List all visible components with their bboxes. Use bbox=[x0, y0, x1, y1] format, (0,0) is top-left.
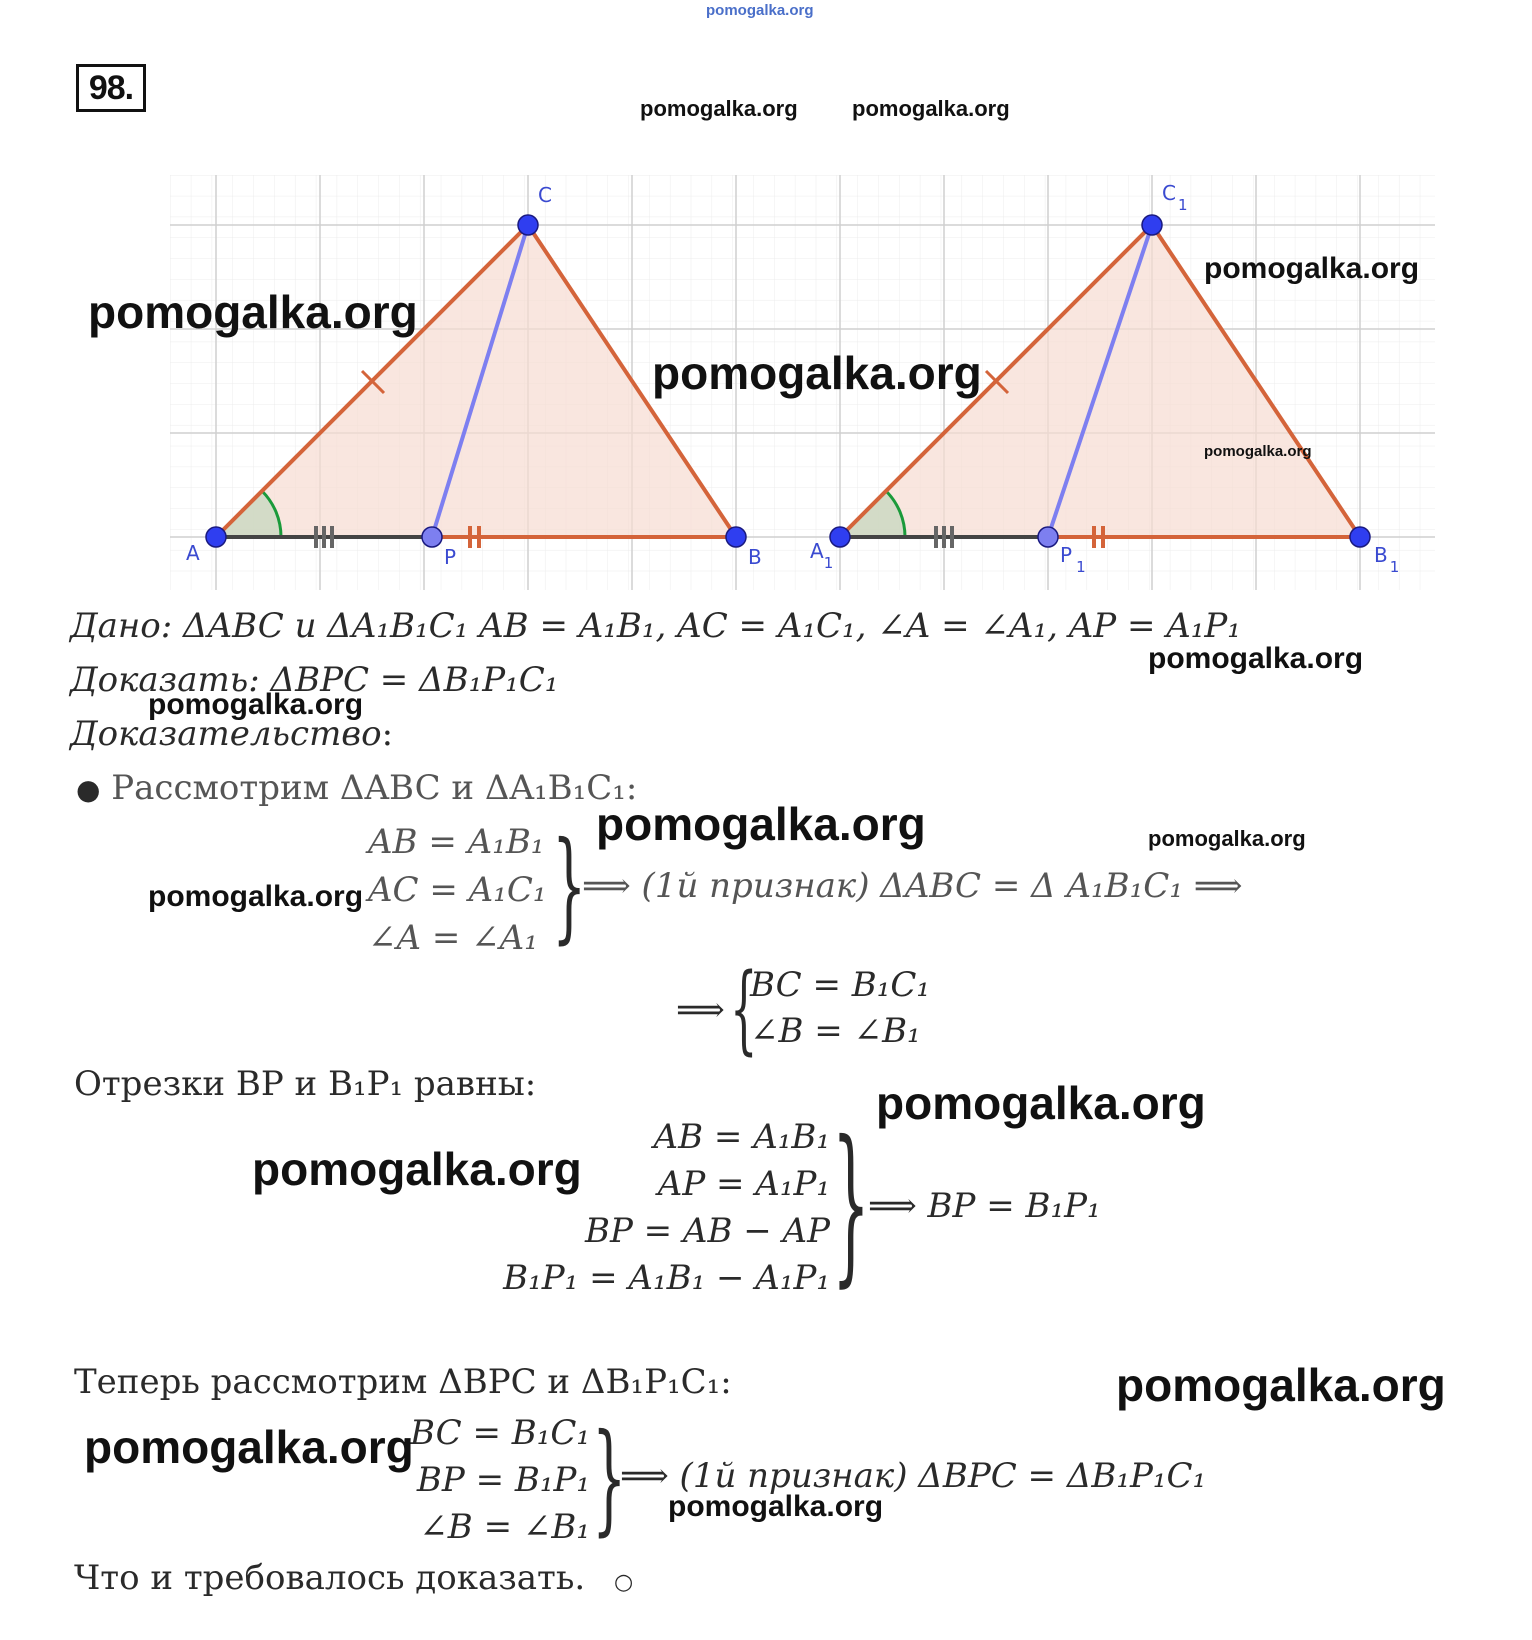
step2-brace: } bbox=[832, 1105, 870, 1303]
label-a1: $A_1$ bbox=[810, 539, 834, 572]
vertex-p bbox=[422, 527, 442, 547]
step3-line-1: BC = B₁C₁ bbox=[410, 1413, 590, 1453]
vertex-c bbox=[518, 215, 538, 235]
proof-colon: : bbox=[381, 714, 394, 754]
watermark: pomogalka.org bbox=[1148, 642, 1364, 675]
step1-result: ⟹ (1й признак) ΔABC = Δ A₁B₁C₁ ⟹ bbox=[582, 866, 1243, 906]
step2-line-4: B₁P₁ = A₁B₁ − A₁P₁ bbox=[503, 1258, 830, 1298]
label-p1: P $_1$ bbox=[1060, 543, 1086, 576]
label-a: A bbox=[186, 541, 200, 565]
problem-number: 98. bbox=[76, 64, 146, 112]
step1-consequences bbox=[750, 962, 930, 1054]
watermark: pomogalka.org bbox=[252, 1143, 582, 1195]
watermark: pomogalka.org bbox=[652, 347, 982, 399]
step2-line-2: AP = A₁P₁ bbox=[657, 1164, 830, 1204]
proof-label: Доказательство bbox=[70, 714, 382, 754]
step2-line-3: BP = AB − AP bbox=[584, 1211, 830, 1251]
watermark: pomogalka.org bbox=[84, 1421, 414, 1473]
step3-system bbox=[398, 1410, 590, 1551]
given-label: Дано bbox=[70, 606, 161, 646]
watermark: pomogalka.org bbox=[148, 688, 364, 721]
prove-label: Доказать bbox=[70, 660, 249, 700]
label-b: B bbox=[748, 545, 762, 569]
watermark: pomogalka.org bbox=[1148, 826, 1306, 851]
given-line bbox=[70, 606, 1241, 646]
step3-line-2: BP = B₁P₁ bbox=[416, 1460, 590, 1500]
vertex-b bbox=[726, 527, 746, 547]
label-c: C bbox=[538, 183, 552, 207]
watermark: pomogalka.org bbox=[88, 286, 418, 338]
site-watermark-top: pomogalka.org bbox=[706, 2, 814, 19]
step3-intro: Теперь рассмотрим ΔBPC и ΔB₁P₁C₁: bbox=[74, 1362, 732, 1402]
label-p: P bbox=[444, 545, 457, 569]
vertex-c1 bbox=[1142, 215, 1162, 235]
consequence-2: ∠B = ∠B₁ bbox=[750, 1011, 921, 1051]
vertex-a bbox=[206, 527, 226, 547]
watermark: pomogalka.org bbox=[668, 1490, 884, 1523]
watermark: pomogalka.org bbox=[852, 96, 1010, 121]
watermark: pomogalka.org bbox=[148, 880, 364, 913]
vertex-a1 bbox=[830, 527, 850, 547]
watermark: pomogalka.org bbox=[876, 1077, 1206, 1129]
watermark: pomogalka.org bbox=[1204, 443, 1312, 460]
end-mark: ○ bbox=[614, 1570, 634, 1595]
vertex-p1 bbox=[1038, 527, 1058, 547]
step1-line-1: AB = A₁B₁ bbox=[368, 822, 545, 862]
watermark: pomogalka.org bbox=[640, 96, 798, 121]
conclusion bbox=[74, 1558, 633, 1603]
step1-arrow: ⟹ bbox=[676, 990, 725, 1030]
consequence-1: BC = B₁C₁ bbox=[750, 965, 930, 1005]
step1-consequence-brace: { bbox=[730, 953, 758, 1065]
step1-system bbox=[368, 818, 547, 962]
step1-brace: } bbox=[552, 817, 587, 956]
step1-line-2: AC = A₁C₁ bbox=[368, 870, 547, 910]
prove-text: : ΔBPC = ΔB₁P₁C₁ bbox=[248, 660, 559, 700]
given-text: : ΔABC и ΔA₁B₁C₁ AB = A₁B₁, AC = A₁C₁, ∠A = ∠A₁, AP = A₁P₁ bbox=[160, 606, 1241, 646]
step2-intro: Отрезки BP и B₁P₁ равны: bbox=[74, 1064, 537, 1104]
watermark: pomogalka.org bbox=[596, 798, 926, 850]
watermark: pomogalka.org bbox=[1116, 1359, 1446, 1411]
watermark: pomogalka.org bbox=[1204, 252, 1420, 285]
step3-result: ⟹ (1й признак) ΔBPC = ΔB₁P₁C₁ bbox=[620, 1456, 1207, 1496]
vertex-b1 bbox=[1350, 527, 1370, 547]
step1-intro-text: Рассмотрим ΔABC и ΔA₁B₁C₁: bbox=[111, 768, 638, 808]
step1-line-3: ∠A = ∠A₁ bbox=[368, 918, 538, 958]
conclusion-text: Что и требовалось доказать. bbox=[74, 1558, 586, 1598]
step3-line-3: ∠B = ∠B₁ bbox=[419, 1507, 590, 1547]
step2-line-1: AB = A₁B₁ bbox=[653, 1117, 830, 1157]
bullet: ● bbox=[76, 773, 101, 806]
step2-result: ⟹ BP = B₁P₁ bbox=[868, 1186, 1101, 1226]
label-c1: C $_1$ bbox=[1162, 181, 1188, 214]
label-b1: B $_1$ bbox=[1374, 543, 1400, 576]
step1-intro bbox=[76, 768, 637, 810]
step3-brace: } bbox=[592, 1409, 627, 1548]
